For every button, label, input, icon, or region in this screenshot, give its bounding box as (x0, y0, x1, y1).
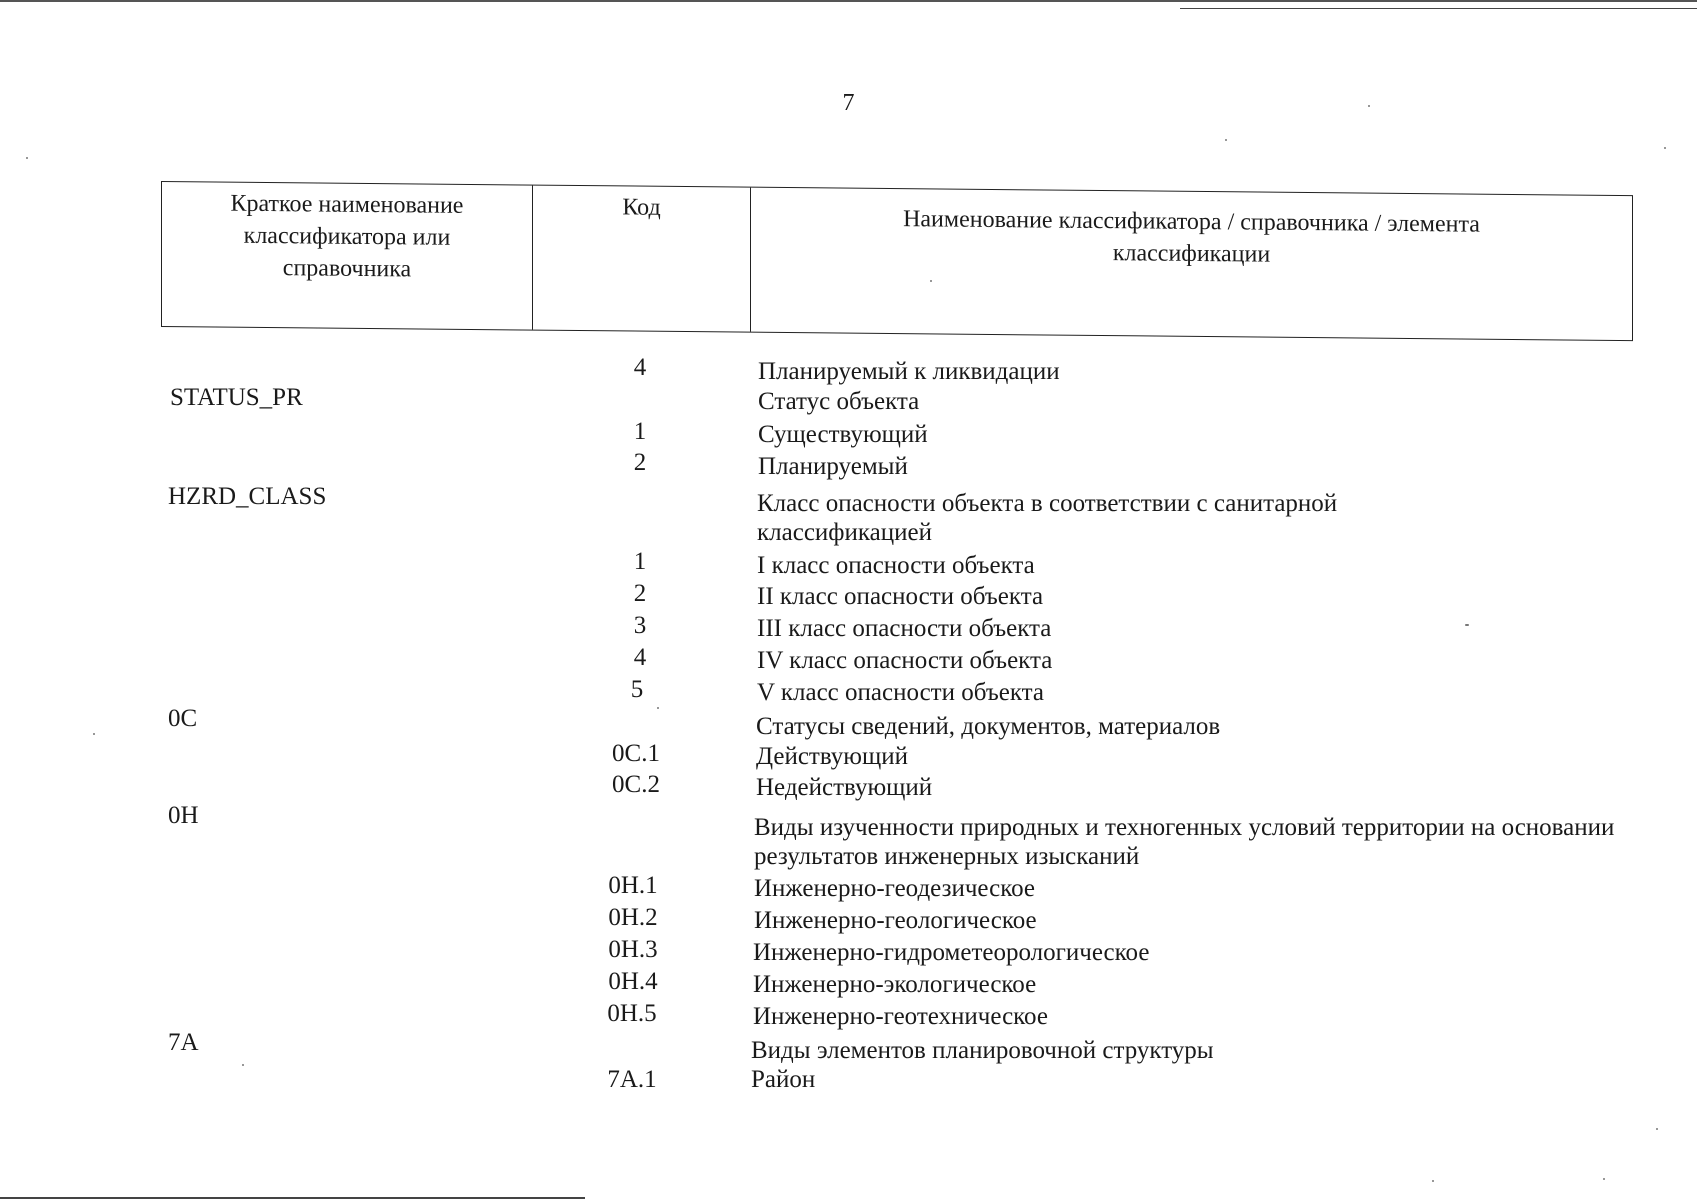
row-name: Статус объекта (758, 388, 920, 415)
row-code: 5 (630, 676, 644, 703)
row-name: I класс опасности объекта (757, 552, 1035, 579)
row-name: III класс опасности объекта (757, 615, 1052, 642)
row-name: Действующий (756, 743, 908, 770)
scan-speck (930, 280, 932, 282)
row-code: 4 (633, 354, 647, 381)
row-code: 0C.1 (612, 740, 660, 767)
header-full-name: Наименование классификатора / справочника / элемента классификации (903, 206, 1480, 268)
row-code: 4 (633, 644, 647, 671)
row-name: Район (751, 1066, 816, 1093)
table-row (0, 1064, 1697, 1096)
row-name: Инженерно-гидрометеорологическое (753, 939, 1150, 966)
row-name: Планируемый к ликвидации (758, 358, 1060, 385)
table-row (0, 873, 1697, 905)
table-row (0, 386, 1697, 418)
row-code: 0C.2 (612, 771, 660, 798)
row-name: IV класс опасности объекта (757, 647, 1053, 674)
row-name: Статусы сведений, документов, материалов (756, 713, 1221, 740)
table-row (0, 451, 1697, 483)
row-code: 0H.1 (608, 872, 658, 899)
row-short-name: HZRD_CLASS (168, 483, 327, 510)
table-row (0, 705, 1697, 743)
table-row (0, 613, 1697, 645)
row-short-name: STATUS_PR (170, 384, 303, 411)
row-name: Инженерно-геологическое (754, 907, 1037, 934)
row-name: Инженерно-геотехническое (753, 1003, 1048, 1030)
row-code: 1 (633, 548, 647, 575)
table-row (0, 905, 1697, 937)
row-name: Недействующий (756, 774, 933, 801)
scan-speck (26, 157, 28, 159)
row-name: Инженерно-экологическое (753, 971, 1037, 998)
scan-speck (1225, 139, 1227, 141)
table-row (0, 419, 1697, 451)
table-row (0, 969, 1697, 1001)
table-row (0, 937, 1697, 969)
header-short-name: Краткое наименование классификатора или справочника (162, 182, 533, 330)
row-code: 0H.5 (607, 1000, 657, 1027)
header-code: Код (533, 186, 751, 332)
row-name: V класс опасности объекта (757, 679, 1044, 706)
row-name: Инженерно-геодезическое (754, 875, 1035, 902)
table-row (0, 802, 1697, 875)
row-name: Существующий (758, 421, 928, 448)
scan-speck (1432, 1180, 1434, 1182)
table-row (0, 741, 1697, 773)
table-row (0, 483, 1697, 551)
scan-speck (1465, 624, 1469, 626)
page-number: 7 (842, 90, 855, 116)
table-row (0, 772, 1697, 804)
table-row (0, 1029, 1697, 1067)
row-code: 1 (633, 418, 647, 445)
row-short-name: 0H (168, 802, 199, 829)
row-name: Виды изученности природных и техногенных условий территории на основании результатов инженерных изысканий (754, 814, 1615, 870)
row-code: 7A.1 (607, 1066, 657, 1093)
row-code: 0H.2 (608, 904, 658, 931)
row-short-name: 7A (168, 1029, 199, 1056)
scan-speck (657, 707, 659, 709)
row-short-name: 0C (168, 705, 198, 732)
table-row (0, 645, 1697, 677)
row-code: 3 (633, 612, 647, 639)
row-name: II класс опасности объекта (757, 583, 1044, 610)
scan-speck (1603, 1178, 1605, 1180)
row-code: 0H.3 (608, 936, 658, 963)
table-row (0, 677, 1697, 709)
scan-speck (1664, 147, 1666, 149)
table-row (0, 1001, 1697, 1033)
row-name: Планируемый (758, 453, 908, 480)
scan-speck (1368, 105, 1370, 107)
row-code: 2 (633, 580, 647, 607)
scan-speck (242, 1064, 244, 1066)
row-name: Класс опасности объекта в соответствии с санитарной классификацией (757, 490, 1338, 546)
row-code: 0H.4 (608, 968, 658, 995)
table-row (0, 581, 1697, 613)
row-code: 2 (633, 449, 647, 476)
scan-speck (1656, 1128, 1658, 1130)
scan-speck (93, 733, 95, 735)
table-row (0, 550, 1697, 582)
row-name: Виды элементов планировочной структуры (751, 1037, 1214, 1064)
